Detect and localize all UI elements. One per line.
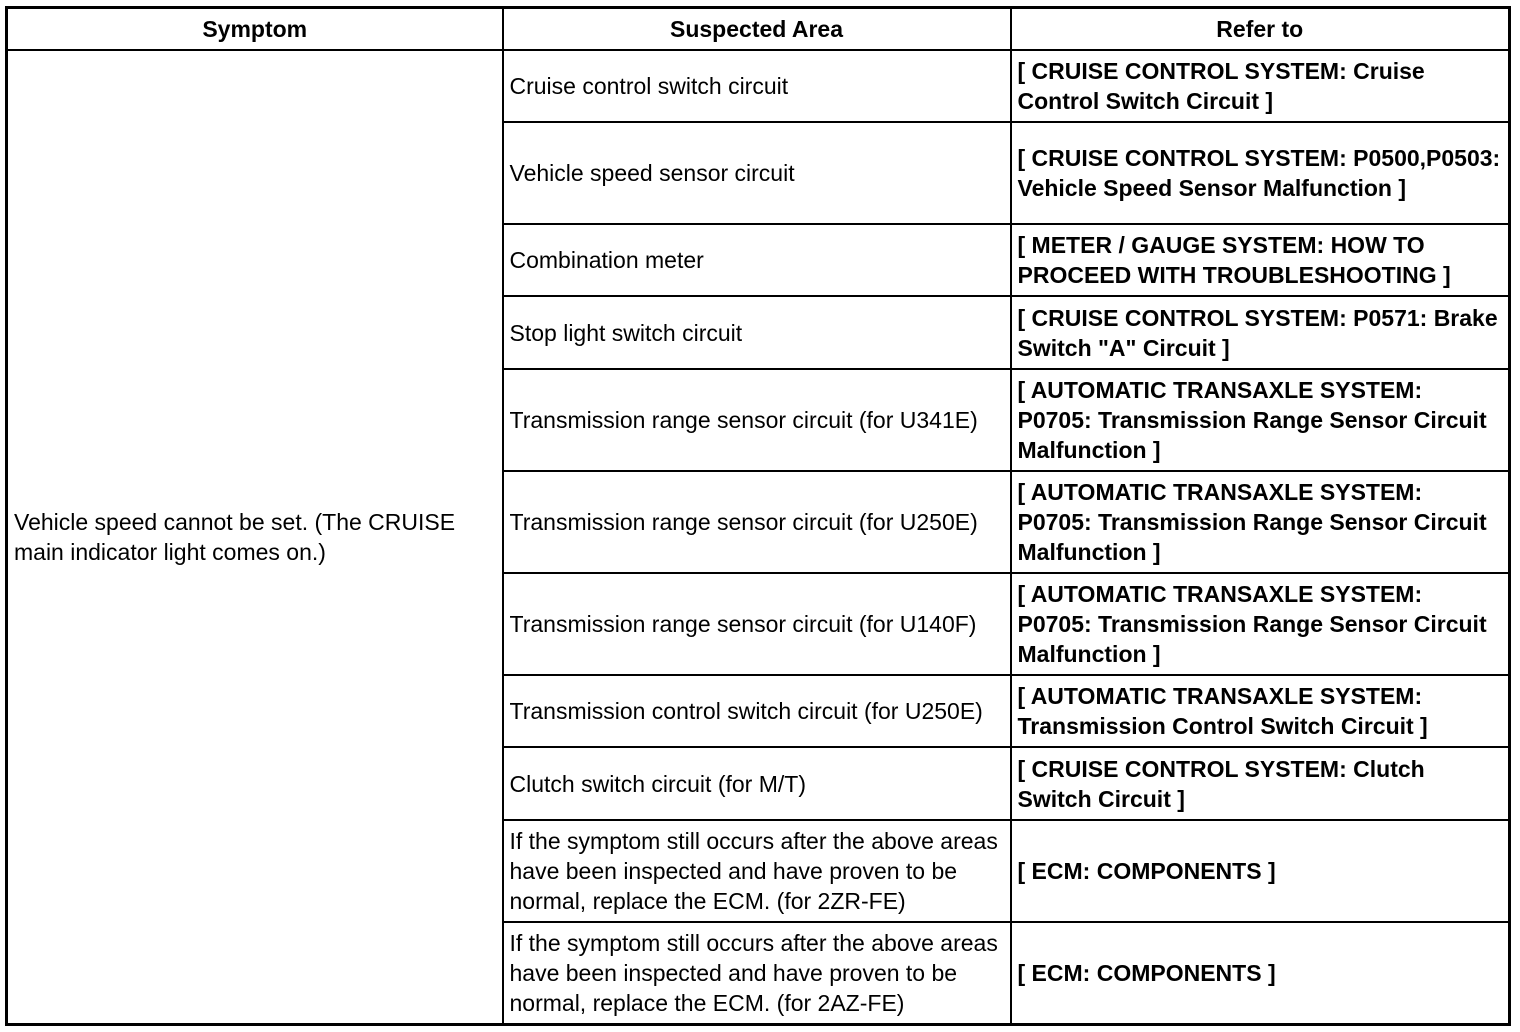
refer-to-link[interactable]: [ CRUISE CONTROL SYSTEM: P0571: Brake Switch "A" Circuit ] — [1011, 296, 1510, 369]
refer-to-link[interactable]: [ AUTOMATIC TRANSAXLE SYSTEM: P0705: Transmission Range Sensor Circuit Malfunction ] — [1011, 471, 1510, 573]
suspected-area-cell: Combination meter — [503, 224, 1011, 296]
refer-to-link[interactable]: [ CRUISE CONTROL SYSTEM: Cruise Control Switch Circuit ] — [1011, 50, 1510, 122]
suspected-area-cell: If the symptom still occurs after the above areas have been inspected and have proven to be normal, replace the ECM. (for 2AZ-FE) — [503, 922, 1011, 1024]
header-symptom: Symptom — [7, 8, 503, 51]
suspected-area-cell: If the symptom still occurs after the above areas have been inspected and have proven to be normal, replace the ECM. (for 2ZR-FE) — [503, 820, 1011, 922]
suspected-area-cell: Clutch switch circuit (for M/T) — [503, 747, 1011, 820]
header-row — [7, 8, 1510, 51]
refer-to-link[interactable]: [ METER / GAUGE SYSTEM: HOW TO PROCEED WITH TROUBLESHOOTING ] — [1011, 224, 1510, 296]
refer-to-link[interactable]: [ AUTOMATIC TRANSAXLE SYSTEM: P0705: Transmission Range Sensor Circuit Malfunction ] — [1011, 369, 1510, 471]
suspected-area-cell: Cruise control switch circuit — [503, 50, 1011, 122]
symptom-cell: Vehicle speed cannot be set. (The CRUISE main indicator light comes on.) — [7, 50, 503, 1024]
table-row — [7, 50, 1510, 122]
refer-to-link[interactable]: [ AUTOMATIC TRANSAXLE SYSTEM: P0705: Transmission Range Sensor Circuit Malfunction ] — [1011, 573, 1510, 675]
suspected-area-cell: Vehicle speed sensor circuit — [503, 122, 1011, 224]
suspected-area-cell: Transmission control switch circuit (for U250E) — [503, 675, 1011, 747]
suspected-area-cell: Transmission range sensor circuit (for U140F) — [503, 573, 1011, 675]
refer-to-link[interactable]: [ CRUISE CONTROL SYSTEM: P0500,P0503: Vehicle Speed Sensor Malfunction ] — [1011, 122, 1510, 224]
header-suspected-area: Suspected Area — [503, 8, 1011, 51]
suspected-area-cell: Transmission range sensor circuit (for U250E) — [503, 471, 1011, 573]
troubleshooting-table — [5, 6, 1511, 1026]
refer-to-link[interactable]: [ ECM: COMPONENTS ] — [1011, 820, 1510, 922]
refer-to-link[interactable]: [ AUTOMATIC TRANSAXLE SYSTEM: Transmission Control Switch Circuit ] — [1011, 675, 1510, 747]
refer-to-link[interactable]: [ ECM: COMPONENTS ] — [1011, 922, 1510, 1024]
refer-to-link[interactable]: [ CRUISE CONTROL SYSTEM: Clutch Switch Circuit ] — [1011, 747, 1510, 820]
suspected-area-cell: Stop light switch circuit — [503, 296, 1011, 369]
header-refer-to: Refer to — [1011, 8, 1510, 51]
suspected-area-cell: Transmission range sensor circuit (for U341E) — [503, 369, 1011, 471]
